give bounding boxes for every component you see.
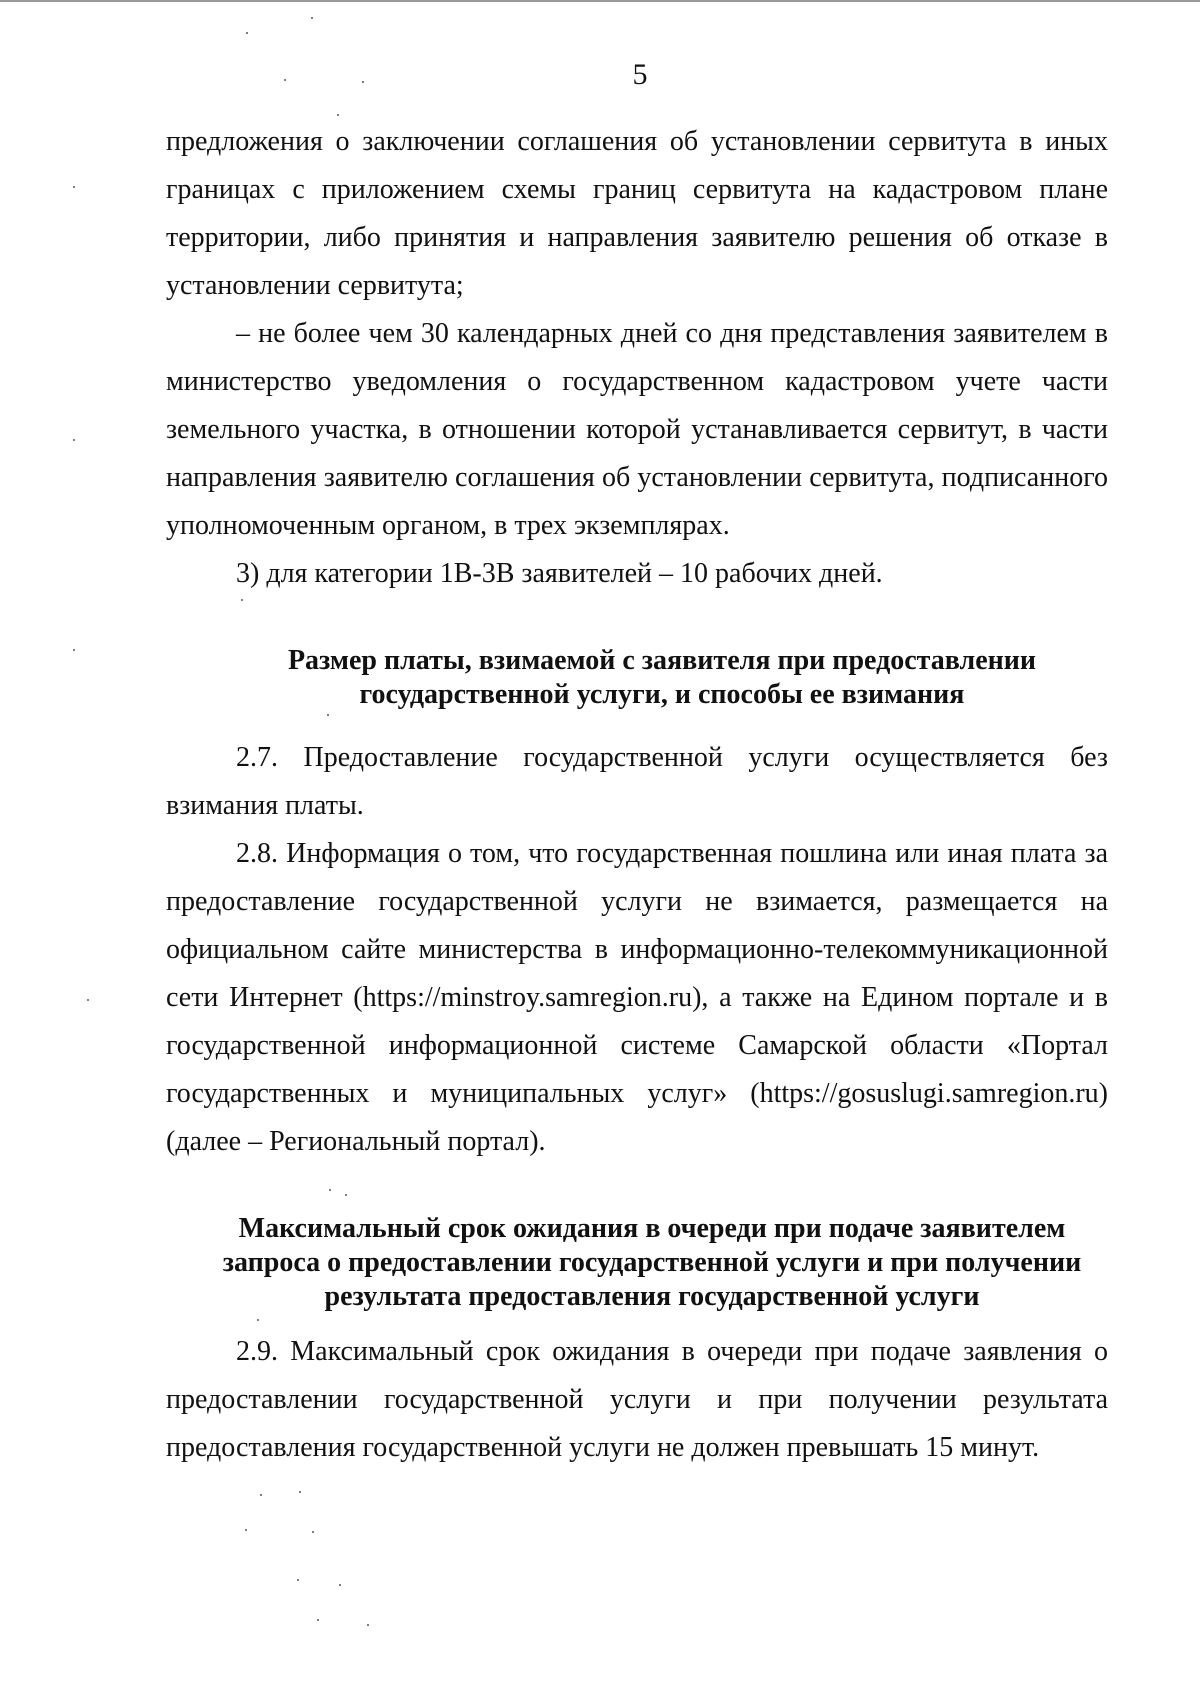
paragraph-2-7: 2.7. Предоставление государственной услуги осуществляется без взимания платы. — [166, 742, 1108, 821]
section-heading-queue-time — [166, 1212, 1108, 1314]
heading-line: результата предоставления государственной услуги — [324, 1281, 980, 1312]
heading-line: государственной услуги, и способы ее взимания — [359, 679, 965, 710]
section-heading-fee — [166, 644, 1108, 712]
text-block-1 — [166, 118, 1108, 598]
paragraph-30-days: – не более чем 30 календарных дней со дня представления заявителем в министерство уведомления о государственном кадастровом учете части земельного участка, в отношении которой устанавливается сервитут, в части направления заявителю соглашения об установлении сервитута, подписанного уполномоченным органом, в трех экземплярах. — [166, 318, 1108, 541]
heading-line: запроса о предоставлении государственной услуги и при получении — [222, 1247, 1082, 1278]
paragraph-2-8: 2.8. Информация о том, что государственная пошлина или иная плата за предоставление государственной услуги не взимается, размещается на официальном сайте министерства в информационно-телекоммуникационной сети Интернет (https://minstroy.samregion.ru), а также на Едином портале и в государственной информационной системе Самарской области «Портал государственных и муниципальных услуг» (https://gosuslugi.samregion.ru) (далее – Региональный портал). — [166, 838, 1108, 1157]
paragraph-category-1v-3v: 3) для категории 1В-3В заявителей – 10 рабочих дней. — [236, 558, 883, 589]
heading-line: Максимальный срок ожидания в очереди при подаче заявителем — [238, 1213, 1066, 1244]
scan-top-edge — [0, 0, 1200, 2]
heading-line: Размер платы, взимаемой с заявителя при предоставлении — [287, 645, 1037, 676]
text-block-2 — [166, 734, 1108, 1166]
paragraph-servitude-continuation: предложения о заключении соглашения об установлении сервитута в иных границах с приложением схемы границ сервитута на кадастровом плане территории, либо принятия и направления заявителю решения об отказе в установлении сервитута; — [166, 126, 1108, 301]
paragraph-2-9: 2.9. Максимальный срок ожидания в очереди при подаче заявления о предоставлении государственной услуги и при получении результата предоставления государственной услуги не должен превышать 15 минут. — [166, 1336, 1108, 1463]
text-block-3 — [166, 1328, 1108, 1472]
page-number: 5 — [632, 58, 648, 91]
